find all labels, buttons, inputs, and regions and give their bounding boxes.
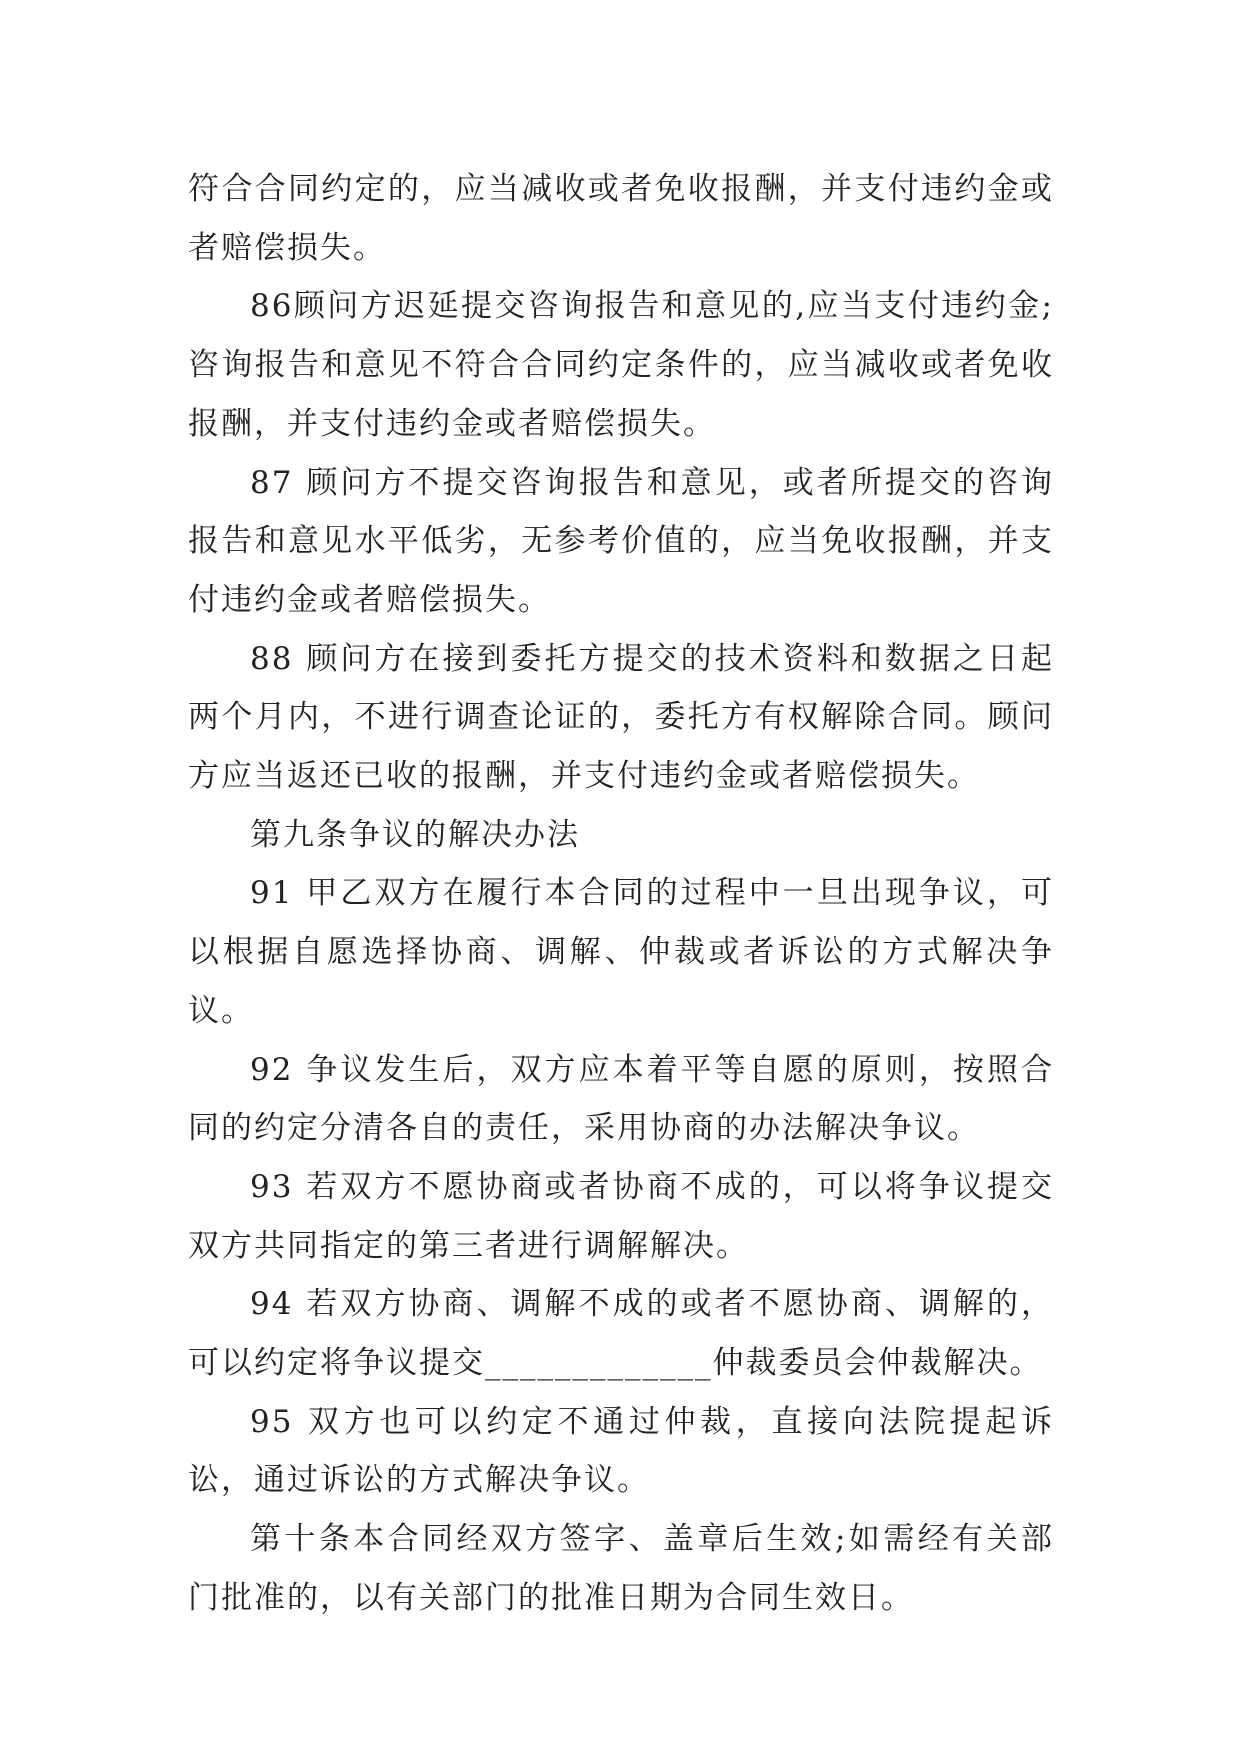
paragraph-clause-92: 92 争议发生后，双方应本着平等自愿的原则，按照合同的约定分清各自的责任，采用协商的办法解决争议。 [188, 1051, 1054, 1147]
paragraph-continuation: 符合合同约定的，应当减收或者免收报酬，并支付违约金或者赔偿损失。 [188, 171, 1054, 266]
paragraph-clause-95: 95 双方也可以约定不通过仲裁，直接向法院提起诉讼，通过诉讼的方式解决争议。 [188, 1403, 1054, 1499]
paragraph-clause-93: 93 若双方不愿协商或者协商不成的，可以将争议提交双方共同指定的第三者进行调解解决。 [188, 1168, 1054, 1264]
paragraph-clause-94: 94 若双方协商、调解不成的或者不愿协商、调解的，可以约定将争议提交_____________仲裁委员会仲裁解决。 [188, 1286, 1054, 1382]
article-9-heading: 第九条争议的解决办法 [250, 816, 580, 853]
paragraph-clause-86: 86顾问方迟延提交咨询报告和意见的,应当支付违约金;咨询报告和意见不符合合同约定条件的，应当减收或者免收报酬，并支付违约金或者赔偿损失。 [188, 288, 1054, 442]
article-10-paragraph: 第十条本合同经双方签字、盖章后生效;如需经有关部门批准的，以有关部门的批准日期为合同生效日。 [188, 1521, 1054, 1616]
paragraph-clause-87: 87 顾问方不提交咨询报告和意见，或者所提交的咨询报告和意见水平低劣，无参考价值的，应当免收报酬，并支付违约金或者赔偿损失。 [188, 464, 1054, 618]
document-body [188, 160, 1054, 1628]
paragraph-clause-88: 88 顾问方在接到委托方提交的技术资料和数据之日起两个月内，不进行调查论证的，委托方有权解除合同。顾问方应当返还已收的报酬，并支付违约金或者赔偿损失。 [188, 640, 1054, 795]
paragraph-clause-91: 91 甲乙双方在履行本合同的过程中一旦出现争议，可以根据自愿选择协商、调解、仲裁或者诉讼的方式解决争议。 [188, 875, 1054, 1029]
